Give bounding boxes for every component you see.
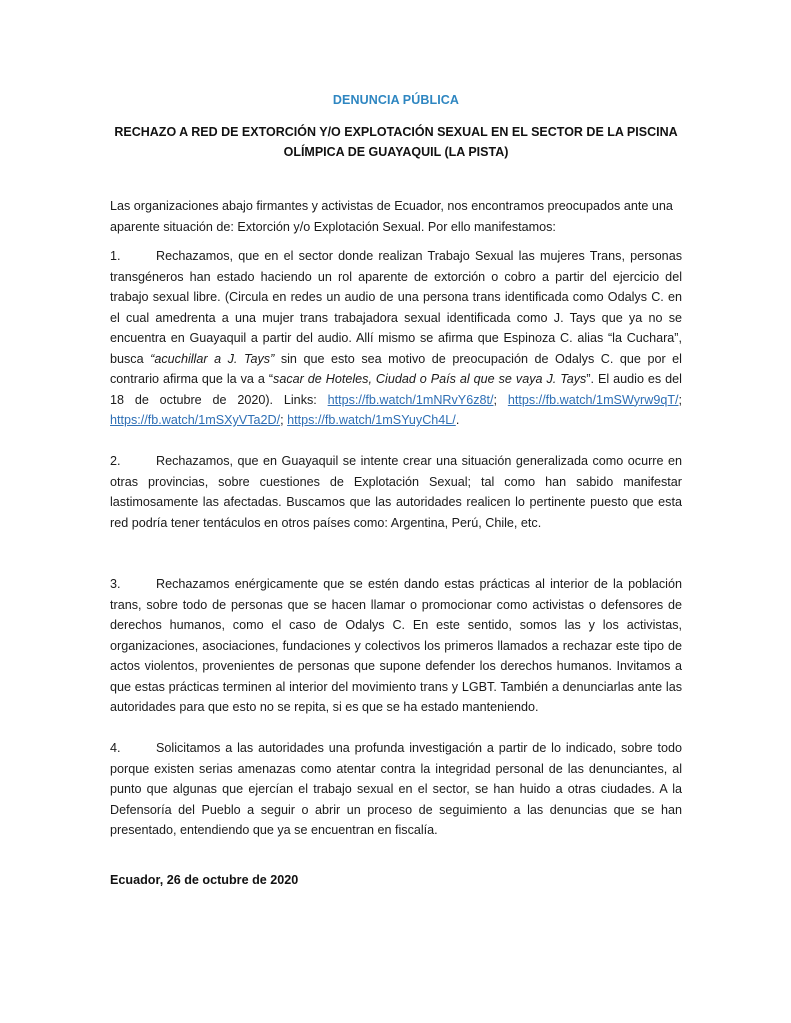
item-text: Rechazamos, que en Guayaquil se intente crear una situación generalizada como ocurre en otras provincias, sobre cuestiones de Explotación Sexual; tal como han sabido manifestar lastimosamente las afectadas. Buscamos que las autoridades realicen lo pertinente puesto que esta red podría tener tentáculos en otros países como: Argentina, Perú, Chile, etc. (110, 454, 682, 530)
item-2-paragraph (110, 451, 682, 533)
separator: ; (493, 392, 508, 407)
link-3[interactable]: https://fb.watch/1mSXyVTa2D/ (110, 413, 281, 427)
separator: ; (678, 392, 683, 407)
item-text: Solicitamos a las autoridades una profunda investigación a partir de lo indicado, sobre todo porque existen serias amenazas como atentar contra la integridad personal de las denunciantes, al punto que algunas que ejercían el trabajo sexual en el sector, se han huido a otras ciudades. A la Defensoría del Pueblo a seguir o abrir un proceso de seguimiento a las denuncias que se han presentado, entendiendo que ya se encuentran en fiscalía. (110, 741, 682, 837)
item-number: 4. (110, 741, 121, 755)
item-number: 1. (110, 249, 121, 263)
subtitle-line-2: OLÍMPICA DE GUAYAQUIL (LA PISTA) (283, 145, 509, 159)
item-text: Rechazamos enérgicamente que se estén dando estas prácticas al interior de la población trans, sobre todo de personas que se hacen llamar o promocionar como activistas o defensores de derechos humanos, como el caso de Odalys C. En este sentido, somos las y los activistas, organizaciones, asociaciones, fundaciones y colectivos los primeros llamados a rechazar este tipo de actos violentos, provenientes de personas que supone defender los derechos humanos. Invitamos a que estas prácticas terminen al interior del movimiento trans y LGBT. También a denunciarlas ante las autoridades para que esto no se repita, si es que se ha estado manteniendo. (110, 577, 682, 714)
item-text: ”. El audio es del 18 de octubre de 2020). Links: (110, 372, 682, 407)
quote: “acuchillar a J. Tays” (150, 351, 275, 366)
link-2[interactable]: https://fb.watch/1mSWyrw9qT/ (507, 392, 679, 407)
separator: ; (280, 413, 288, 427)
item-1-paragraph (110, 246, 682, 431)
item-number: 2. (110, 454, 121, 468)
item-number: 3. (110, 577, 121, 591)
link-4[interactable]: https://fb.watch/1mSYuyCh4L/ (287, 413, 456, 427)
item-text: Rechazamos, que en el sector donde realizan Trabajo Sexual las mujeres Trans, personas transgéneros han estado haciendo un rol aparente de extorción o cobro a partir del ejercicio del trabajo sexual libre. (Circula en redes un audio de una persona trans identificada como Odalys C. en el cual amedrenta a una mujer trans trabajadora sexual identificada como J. Tays que ya no se encuentra en Guayaquil a partir del audio. Allí mismo se afirma que Espinoza C. alias “la Cuchara”, busca (110, 249, 682, 366)
item-4-paragraph (110, 738, 682, 841)
date-line: Ecuador, 26 de octubre de 2020 (110, 873, 299, 887)
item-text: sin que esto sea motivo de preocupación de Odalys C. que por el contrario afirma que la va a “ (110, 351, 682, 386)
period: . (455, 413, 460, 427)
intro-paragraph: Las organizaciones abajo firmantes y activistas de Ecuador, nos encontramos preocupados ante una aparente situación de: Extorción y/o Explotación Sexual. Por ello manifestamos: (110, 199, 673, 234)
item-3-paragraph (110, 574, 682, 718)
subtitle-line-1: RECHAZO A RED DE EXTORCIÓN Y/O EXPLOTACIÓN SEXUAL EN EL SECTOR DE LA PISCINA (114, 125, 678, 139)
quote: sacar de Hoteles, Ciudad o País al que se vaya J. Tays (273, 372, 587, 386)
document-subtitle (110, 122, 682, 162)
link-1[interactable]: https://fb.watch/1mNRvY6z8t/ (327, 392, 494, 407)
document-title: DENUNCIA PÚBLICA (332, 93, 460, 107)
